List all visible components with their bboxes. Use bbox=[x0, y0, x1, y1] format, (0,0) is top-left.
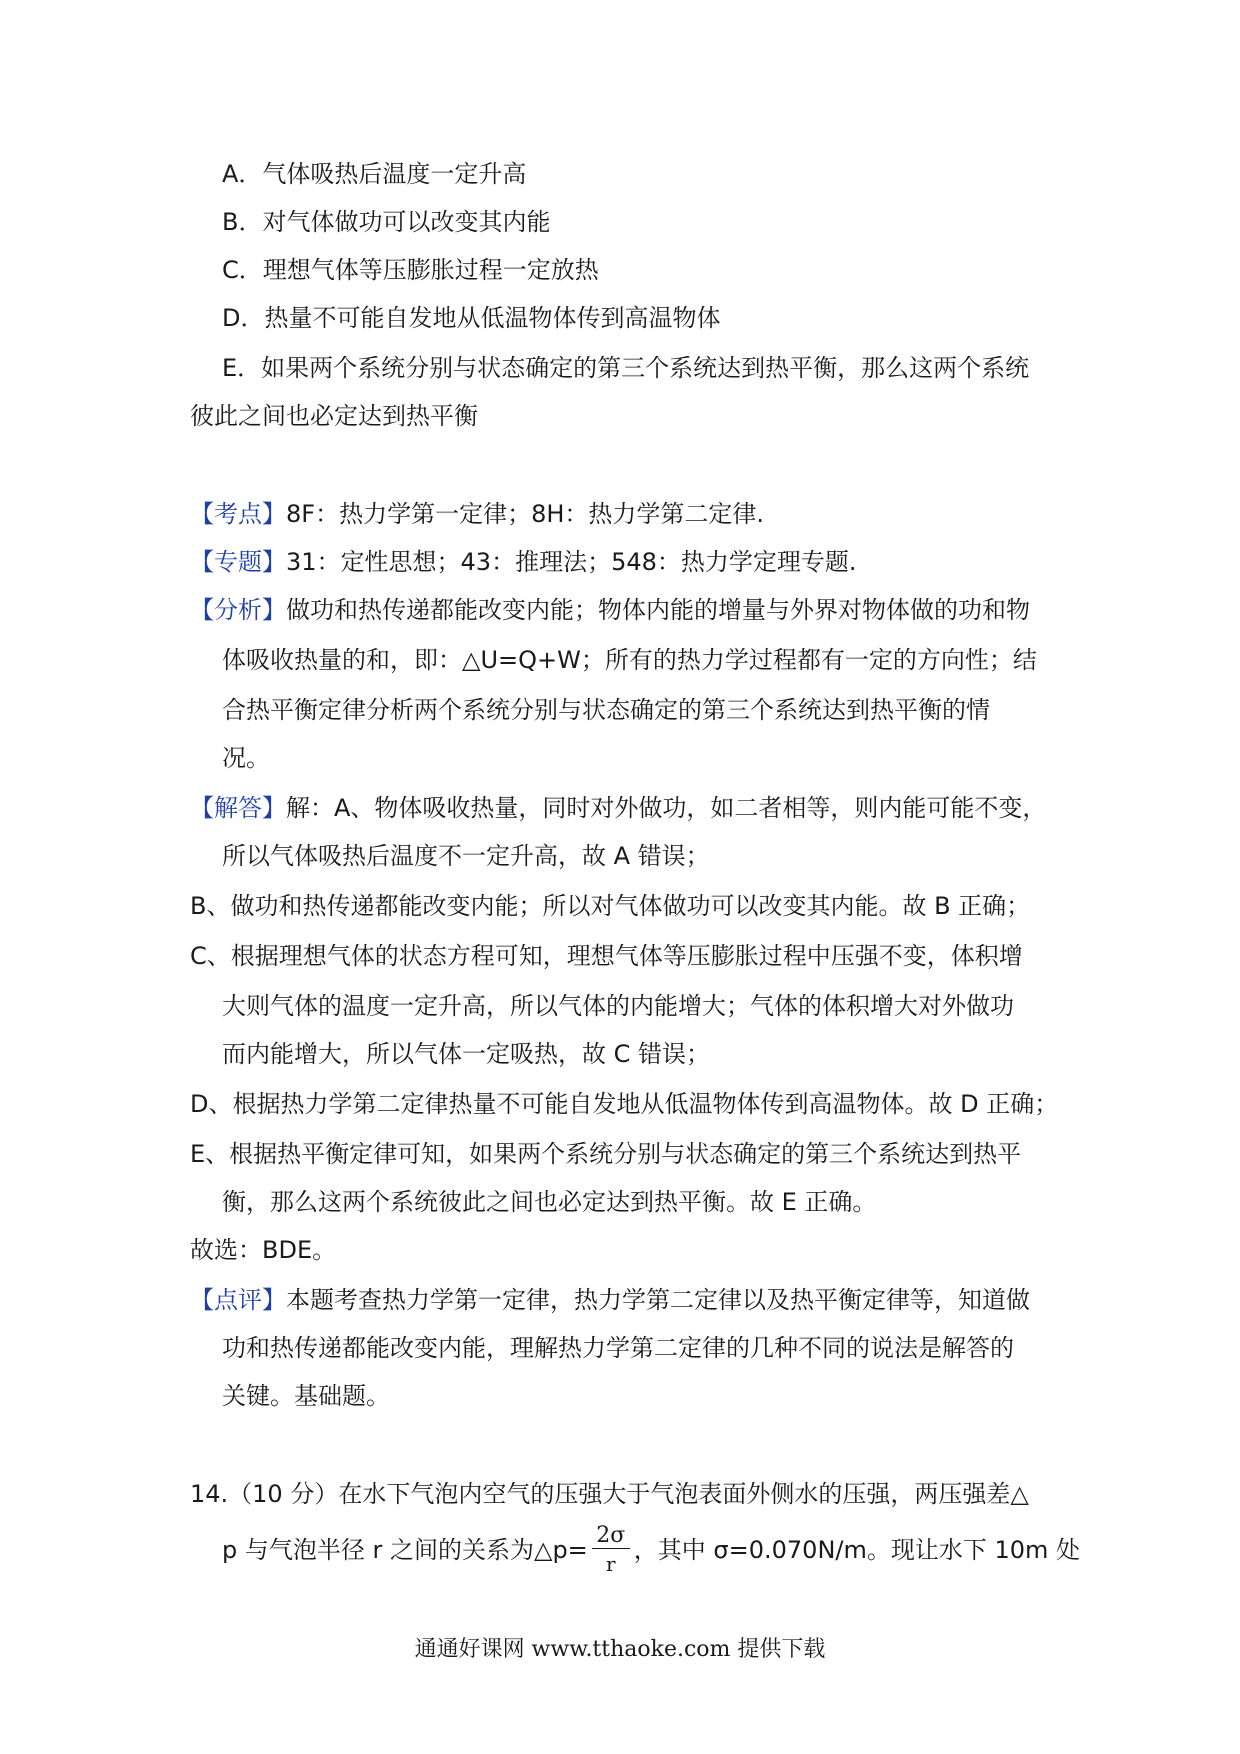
fraction-numerator: 2σ bbox=[596, 1523, 626, 1548]
pressure-fraction bbox=[590, 1523, 632, 1576]
zhuanti-line bbox=[190, 546, 857, 578]
fenxi-tag: 【分析】 bbox=[190, 596, 286, 624]
fenxi-line3: 合热平衡定律分析两个系统分别与状态确定的第三个系统达到热平衡的情 bbox=[222, 696, 990, 724]
jieda-line8: E、根据热平衡定律可知，如果两个系统分别与状态确定的第三个系统达到热平 bbox=[190, 1140, 1022, 1168]
fraction-denominator: r bbox=[606, 1552, 616, 1576]
jieda-line9: 衡，那么这两个系统彼此之间也必定达到热平衡。故 E 正确。 bbox=[222, 1188, 877, 1216]
kaodian-tag: 【考点】 bbox=[190, 500, 286, 528]
option-b: B．对气体做功可以改变其内能 bbox=[222, 208, 551, 236]
dianping-line2: 功和热传递都能改变内能，理解热力学第二定律的几种不同的说法是解答的 bbox=[222, 1334, 1014, 1362]
jieda-text-1: 解：A、物体吸收热量，同时对外做功，如二者相等，则内能可能不变， bbox=[286, 794, 1047, 822]
dianping-tag: 【点评】 bbox=[190, 1286, 286, 1314]
fenxi-text-1: 做功和热传递都能改变内能；物体内能的增量与外界对物体做的功和物 bbox=[286, 596, 1030, 624]
option-a: A．气体吸热后温度一定升高 bbox=[222, 160, 527, 188]
option-c: C．理想气体等压膨胀过程一定放热 bbox=[222, 256, 599, 284]
jieda-line5: 大则气体的温度一定升高，所以气体的内能增大；气体的体积增大对外做功 bbox=[222, 992, 1014, 1020]
jieda-tag: 【解答】 bbox=[190, 794, 286, 822]
fenxi-line4: 况。 bbox=[222, 744, 270, 772]
kaodian-text: 8F：热力学第一定律；8H：热力学第二定律. bbox=[286, 500, 765, 528]
jieda-line7: D、根据热力学第二定律热量不可能自发地从低温物体传到高温物体。故 D 正确； bbox=[190, 1090, 1059, 1118]
page-footer: 通通好课网 www.tthaoke.com 提供下载 bbox=[414, 1637, 826, 1662]
jieda-line1 bbox=[190, 792, 1046, 824]
jieda-line6: 而内能增大，所以气体一定吸热，故 C 错误； bbox=[222, 1040, 711, 1068]
jieda-line2: 所以气体吸热后温度不一定升高，故 A 错误； bbox=[222, 842, 710, 870]
jieda-line3: B、做功和热传递都能改变内能；所以对气体做功可以改变其内能。故 B 正确； bbox=[190, 892, 1031, 920]
fenxi-line2: 体吸收热量的和，即：△U=Q+W；所有的热力学过程都有一定的方向性；结 bbox=[222, 646, 1037, 674]
dianping-line1 bbox=[190, 1284, 1030, 1316]
jieda-answer: 故选：BDE。 bbox=[190, 1236, 337, 1264]
question-14-line2 bbox=[222, 1523, 1081, 1576]
question-14-text-b: ，其中 σ=0.070N/m。现让水下 10m 处 bbox=[633, 1536, 1081, 1564]
jieda-line4: C、根据理想气体的状态方程可知，理想气体等压膨胀过程中压强不变，体积增 bbox=[190, 942, 1023, 970]
zhuanti-tag: 【专题】 bbox=[190, 548, 286, 576]
kaodian-line bbox=[190, 498, 764, 530]
dianping-line3: 关键。基础题。 bbox=[222, 1382, 390, 1410]
question-14-line1: 14.（10 分）在水下气泡内空气的压强大于气泡表面外侧水的压强，两压强差△ bbox=[190, 1480, 1029, 1508]
dianping-text-1: 本题考查热力学第一定律，热力学第二定律以及热平衡定律等，知道做 bbox=[286, 1286, 1030, 1314]
option-e-line1 bbox=[222, 352, 1048, 384]
option-d: D．热量不可能自发地从低温物体传到高温物体 bbox=[222, 304, 721, 332]
option-e-line2: 彼此之间也必定达到热平衡 bbox=[190, 402, 478, 430]
question-14-text-a: p 与气泡半径 r 之间的关系为△p= bbox=[222, 1536, 588, 1564]
zhuanti-text: 31：定性思想；43：推理法；548：热力学定理专题. bbox=[286, 548, 857, 576]
option-e-text: E．如果两个系统分别与状态确定的第三个系统达到热平衡，那么这两个系统 bbox=[222, 354, 1030, 382]
fenxi-line1 bbox=[190, 594, 1030, 626]
